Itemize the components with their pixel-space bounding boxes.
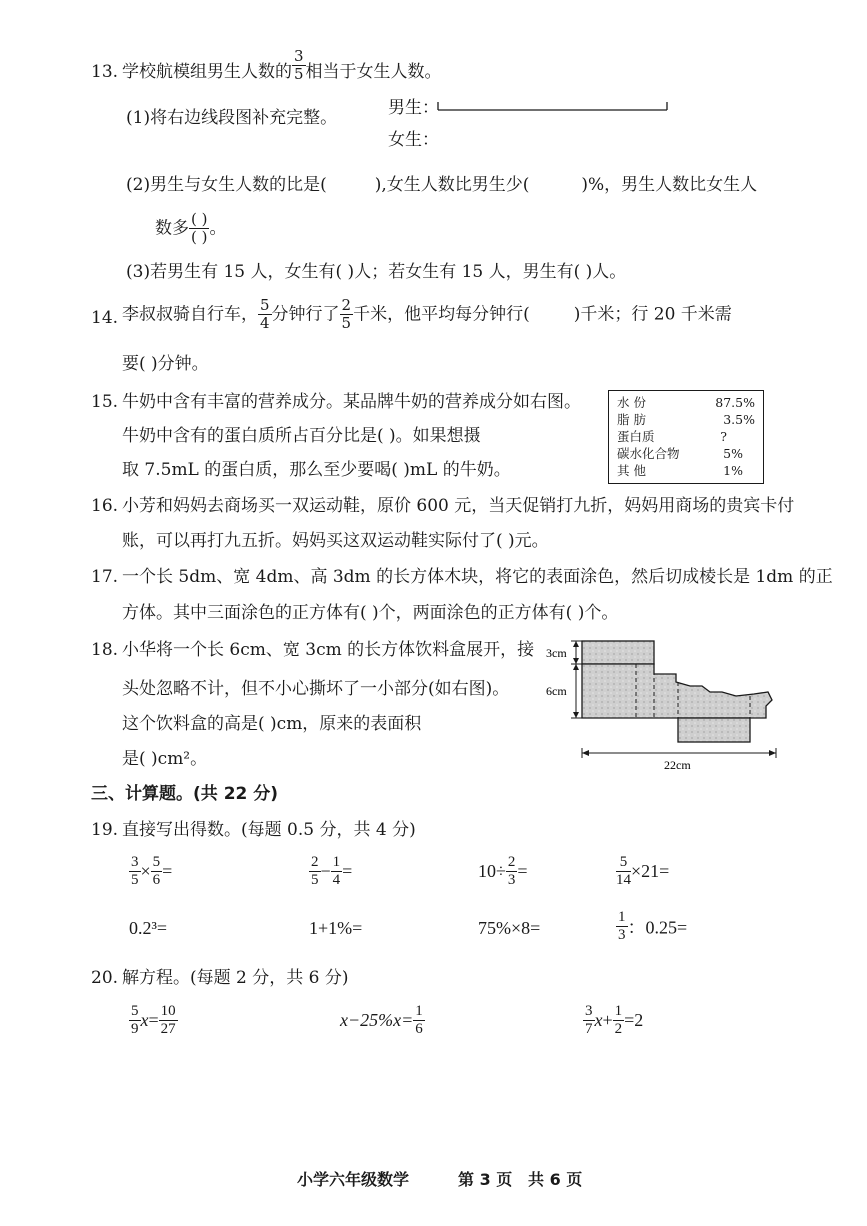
nutrient-name: 碳水化合物 <box>617 446 680 461</box>
q14-line2: 要( )分钟。 <box>122 354 209 374</box>
q13-number: 13. <box>91 62 119 82</box>
nutrient-value: 3.5% <box>723 412 755 427</box>
q19-item-b: $\frac{2}{5}$ − $\frac{1}{4}$ = <box>311 854 353 888</box>
nutrition-table <box>608 390 764 484</box>
unfolded-box-net-diagram <box>540 634 790 774</box>
q16-line2: 账，可以再打九五折。妈妈买这双运动鞋实际付了( )元。 <box>122 531 549 551</box>
net-face-bottom <box>678 718 750 742</box>
q19-item-e: 0.2³= <box>129 918 168 938</box>
nutrient-name: 水 份 <box>617 395 646 410</box>
q17-number: 17. <box>91 567 119 587</box>
nutrient-name: 脂 肪 <box>617 412 646 427</box>
net-face-middle <box>582 664 772 718</box>
q16-number: 16. <box>91 496 119 516</box>
nutrient-value: 5% <box>723 446 743 461</box>
dim-3cm-label: 3cm <box>546 646 567 660</box>
q13-stem: 学校航模组男生人数的 $\frac{3}{5}$ 相当于女生人数。 <box>122 47 442 83</box>
q13-part2-line1: (2)男生与女生人数的比是( ),女生人数比男生少( )%，男生人数比女生人 <box>126 175 758 195</box>
boy-segment-diagram <box>435 96 675 118</box>
q20-equation-2: x−25%x= $\frac{1}{6}$ <box>340 1003 423 1037</box>
q16-line1: 小芳和妈妈去商场买一双运动鞋，原价 600 元，当天促销打九折，妈妈用商场的贵宾卡付 <box>122 496 795 516</box>
q19-item-g: 75%×8= <box>478 918 541 938</box>
q14-line1: 李叔叔骑自行车， $\frac{5}{4}$ 分钟行了 $\frac{2}{5}$ 千米，他平均每分钟行( )千米；行 20 千米需 <box>122 296 732 332</box>
girl-label: 女生： <box>388 130 439 150</box>
q15-line2: 牛奶中含有的蛋白质所占百分比是( )。如果想摄 <box>122 426 481 446</box>
q13-part3: (3)若男生有 15 人，女生有( )人；若女生有 15 人，男生有( )人。 <box>126 262 627 282</box>
q13-part1: (1)将右边线段图补充完整。 <box>126 108 338 128</box>
nutrient-name: 其 他 <box>617 463 646 478</box>
dim-22cm-label: 22cm <box>664 758 691 772</box>
q17-line1: 一个长 5dm、宽 4dm、高 3dm 的长方体木块，将它的表面涂色，然后切成棱长是 1dm 的正 <box>122 567 833 587</box>
nutrient-value: ? <box>720 429 727 444</box>
net-face-top <box>582 641 654 664</box>
q19-number: 19. <box>91 820 119 840</box>
q19-title: 直接写出得数。(每题 0.5 分，共 4 分) <box>122 820 416 840</box>
q19-item-a: $\frac{3}{5}$ × $\frac{5}{6}$ = <box>131 854 173 888</box>
q18-line3: 这个饮料盒的高是( )cm，原来的表面积 <box>122 714 422 734</box>
q19-item-h: $\frac{1}{3}$ ：0.25= <box>618 909 688 943</box>
q19-item-c: 10÷ $\frac{2}{3}$ = <box>478 854 528 888</box>
section-3-heading: 三、计算题。(共 22 分) <box>91 784 279 804</box>
q19-item-d: $\frac{5}{14}$ ×21= <box>616 854 670 888</box>
q15-line3: 取 7.5mL 的蛋白质，那么至少要喝( )mL 的牛奶。 <box>122 460 511 480</box>
q17-line2: 方体。其中三面涂色的正方体有( )个，两面涂色的正方体有( )个。 <box>122 603 619 623</box>
q18-line4: 是( )cm²。 <box>122 749 208 769</box>
footer-subject: 小学六年级数学 <box>297 1170 410 1189</box>
footer-total-pages: 共 6 页 <box>528 1170 583 1189</box>
nutrient-value: 1% <box>723 463 743 478</box>
q15-line1: 牛奶中含有丰富的营养成分。某品牌牛奶的营养成分如右图。 <box>122 392 581 412</box>
q20-number: 20. <box>91 968 119 988</box>
q20-equation-1: $\frac{5}{9}$ x= $\frac{10}{27}$ <box>131 1003 176 1037</box>
boy-label: 男生： <box>388 98 439 118</box>
nutrient-value: 87.5% <box>715 395 755 410</box>
q15-number: 15. <box>91 392 119 412</box>
q18-line2: 头处忽略不计，但不小心撕坏了一小部分(如右图)。 <box>122 679 510 699</box>
footer-page-number: 第 3 页 <box>458 1170 513 1189</box>
q13-part2-line2: 数多 $\frac{( )}{( )}$ 。 <box>155 210 227 246</box>
q14-number: 14. <box>91 308 119 328</box>
q18-number: 18. <box>91 640 119 660</box>
q20-title: 解方程。(每题 2 分，共 6 分) <box>122 968 349 988</box>
q18-line1: 小华将一个长 6cm、宽 3cm 的长方体饮料盒展开，接 <box>122 640 535 660</box>
nutrient-name: 蛋白质 <box>617 429 655 444</box>
dim-6cm-label: 6cm <box>546 684 567 698</box>
q20-equation-3: $\frac{3}{7}$ x+ $\frac{1}{2}$ =2 <box>585 1003 644 1037</box>
q19-item-f: 1+1%= <box>309 918 363 938</box>
